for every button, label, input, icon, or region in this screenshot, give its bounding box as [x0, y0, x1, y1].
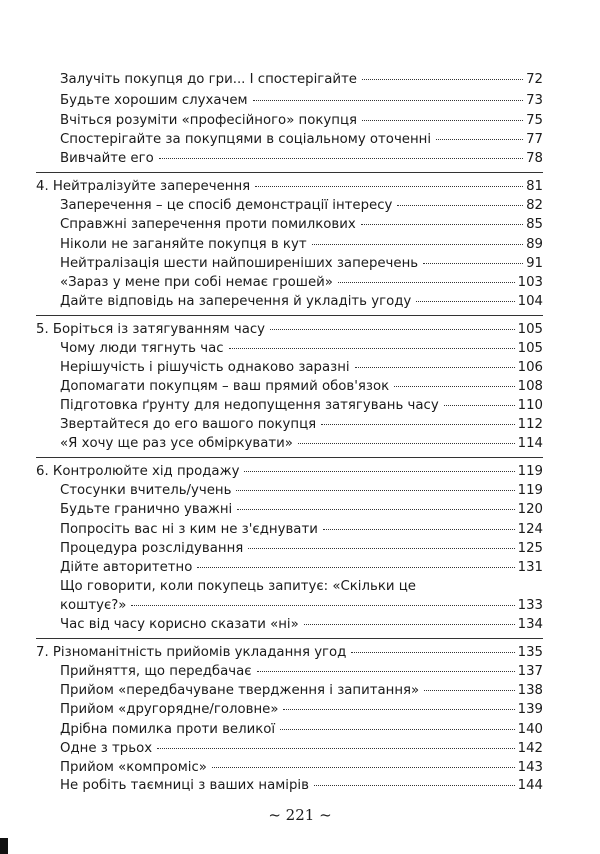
toc-entry — [0, 520, 600, 540]
dot-leader — [362, 79, 523, 80]
toc-entry-title-line1: Що говорити, коли покупець запитує: «Скільки це — [60, 579, 416, 594]
toc-entry-page: 138 — [517, 683, 543, 698]
toc-entry — [0, 558, 600, 578]
toc-entry-page: 106 — [517, 360, 543, 375]
section-divider — [36, 638, 543, 639]
toc-chapter-title: 4. Нейтралізуйте заперечення — [36, 179, 251, 194]
toc-entry-title: Прийняття, що передбачає — [60, 664, 252, 679]
dot-leader — [197, 567, 514, 568]
dot-leader — [355, 367, 515, 368]
dot-leader — [283, 709, 514, 710]
toc-entry-title: Процедура розслідування — [60, 541, 244, 556]
dot-leader — [131, 605, 514, 606]
toc-entry-page: 108 — [517, 379, 543, 394]
toc-entry-title: коштує?» — [60, 598, 127, 613]
toc-entry-title: Прийом «компроміс» — [60, 760, 207, 775]
toc-entry-page: 82 — [526, 198, 543, 213]
dot-leader — [351, 652, 514, 653]
toc-entry-page: 120 — [517, 502, 543, 517]
toc-chapter-page: 119 — [517, 464, 543, 479]
toc-entry-page: 137 — [517, 664, 543, 679]
toc-entry — [0, 396, 600, 416]
toc-entry-page: 139 — [517, 702, 543, 717]
toc-entry-page: 78 — [526, 151, 543, 166]
toc-entry-page: 89 — [526, 237, 543, 252]
section-divider — [36, 315, 543, 316]
toc-entry-title: Будьте гранично уважні — [60, 502, 233, 517]
toc-entry-title: Спостерігайте за покупцями в соціальному оточенні — [60, 132, 432, 147]
toc-entry-page: 143 — [517, 760, 543, 775]
dot-leader — [416, 301, 514, 302]
toc-entry-title: Прийом «передбачуване твердження і запитання» — [60, 683, 420, 698]
dot-leader — [257, 671, 515, 672]
dot-leader — [229, 348, 515, 349]
toc-entry — [0, 776, 600, 796]
toc-entry-page: 144 — [517, 778, 543, 793]
toc-entry-title: Справжні заперечення проти помилкових — [60, 217, 356, 232]
toc-entry — [0, 596, 600, 616]
toc-entry — [0, 339, 600, 359]
toc-entry-page: 105 — [517, 341, 543, 356]
toc-entry-title: Не робіть таємниці з ваших намірів — [60, 778, 309, 793]
toc-entry-title: Стосунки вчитель/учень — [60, 483, 232, 498]
toc-entry — [0, 111, 600, 131]
toc-chapter — [0, 462, 600, 482]
toc-entry-page: 75 — [526, 113, 543, 128]
toc-entry — [0, 739, 600, 759]
toc-entry-page: 125 — [517, 541, 543, 556]
toc-entry-title: Заперечення – це спосіб демонстрації інтересу — [60, 198, 393, 213]
toc-entry — [0, 662, 600, 682]
toc-entry — [0, 91, 600, 111]
toc-chapter-page: 135 — [517, 645, 543, 660]
toc-entry-title: Допомагати покупцям – ваш прямий обов'язок — [60, 379, 390, 394]
toc-entry-title: Нейтралізація шести найпоширеніших заперечень — [60, 256, 419, 271]
dot-leader — [298, 443, 515, 444]
toc-entry — [0, 481, 600, 501]
dot-leader — [362, 120, 523, 121]
toc-entry-page: 77 — [526, 132, 543, 147]
toc-entry — [0, 149, 600, 169]
toc-entry-title: Підготовка ґрунту для недопущення затягувань часу — [60, 398, 439, 413]
toc-entry — [0, 539, 600, 559]
dot-leader — [312, 244, 524, 245]
toc-entry-title: «Я хочу ще раз усе обміркувати» — [60, 436, 293, 451]
dot-leader — [444, 405, 515, 406]
dot-leader — [270, 329, 515, 330]
toc-entry — [0, 235, 600, 255]
toc-entry-title: Нерішучість і рішучість однаково заразні — [60, 360, 350, 375]
toc-entry — [0, 70, 600, 90]
dot-leader — [338, 282, 515, 283]
toc-entry — [0, 273, 600, 293]
toc-entry-title: Дрібна помилка проти великої — [60, 722, 276, 737]
toc-chapter-page: 105 — [517, 322, 543, 337]
toc-entry — [0, 434, 600, 454]
dot-leader — [159, 158, 523, 159]
toc-entry — [0, 415, 600, 435]
toc-entry — [0, 196, 600, 216]
toc-entry-title: Одне з трьох — [60, 741, 153, 756]
toc-entry — [0, 215, 600, 235]
dot-leader — [361, 224, 523, 225]
toc-entry-page: 104 — [517, 294, 543, 309]
dot-leader — [323, 529, 515, 530]
toc-entry — [0, 700, 600, 720]
dot-leader — [394, 386, 514, 387]
toc-entry — [0, 758, 600, 778]
dot-leader — [253, 100, 523, 101]
toc-entry — [0, 615, 600, 635]
toc-entry-title: «Зараз у мене при собі немає грошей» — [60, 275, 333, 290]
toc-entry-page: 110 — [517, 398, 543, 413]
toc-entry-title: Прийом «другорядне/головне» — [60, 702, 279, 717]
toc-entry-page: 134 — [517, 617, 543, 632]
toc-entry — [0, 377, 600, 397]
dot-leader — [236, 490, 514, 491]
toc-entry-page: 124 — [517, 522, 543, 537]
dot-leader — [237, 509, 514, 510]
toc-entry-page: 72 — [526, 72, 543, 87]
dot-leader — [423, 263, 523, 264]
toc-entry — [0, 681, 600, 701]
page-number: ~ 221 ~ — [268, 806, 332, 824]
dot-leader — [244, 471, 514, 472]
dot-leader — [248, 548, 514, 549]
toc-entry-page: 131 — [517, 560, 543, 575]
toc-entry-page: 85 — [526, 217, 543, 232]
toc-entry-page: 73 — [526, 93, 543, 108]
toc-entry-title: Ніколи не заганяйте покупця в кут — [60, 237, 307, 252]
toc-entry-title: Попросіть вас ні з ким не з'єднувати — [60, 522, 318, 537]
toc-entry-title: Вивчайте его — [60, 151, 154, 166]
toc-chapter — [0, 177, 600, 197]
toc-entry-title: Залучіть покупця до гри... І спостерігайте — [60, 72, 357, 87]
toc-chapter — [0, 643, 600, 663]
toc-entry-title: Дійте авторитетно — [60, 560, 193, 575]
dot-leader — [424, 690, 514, 691]
toc-entry-title: Звертайтеся до его вашого покупця — [60, 417, 317, 432]
toc-entry-title: Вчіться розуміти «професійного» покупця — [60, 113, 358, 128]
toc-chapter-title: 7. Різноманітність прийомів укладання угод — [36, 645, 347, 660]
toc-entry-page: 119 — [517, 483, 543, 498]
toc-entry — [0, 500, 600, 520]
section-divider — [36, 172, 543, 173]
toc-entry-page: 91 — [526, 256, 543, 271]
toc-entry-title: Дайте відповідь на заперечення й укладіть угоду — [60, 294, 412, 309]
dot-leader — [321, 424, 514, 425]
dot-leader — [255, 186, 523, 187]
dot-leader — [280, 729, 515, 730]
dot-leader — [304, 624, 515, 625]
toc-entry — [0, 254, 600, 274]
toc-entry-title: Час від часу корисно сказати «ні» — [60, 617, 299, 632]
toc-entry — [0, 720, 600, 740]
toc-entry — [0, 358, 600, 378]
section-divider — [36, 457, 543, 458]
toc-chapter — [0, 320, 600, 340]
dot-leader — [314, 785, 515, 786]
dot-leader — [436, 139, 523, 140]
dot-leader — [157, 748, 515, 749]
toc-entry-page: 103 — [517, 275, 543, 290]
dot-leader — [397, 205, 523, 206]
toc-entry-page: 112 — [517, 417, 543, 432]
toc-entry-page: 133 — [517, 598, 543, 613]
toc-chapter-title: 6. Контролюйте хід продажу — [36, 464, 240, 479]
toc-entry-page: 140 — [517, 722, 543, 737]
toc-entry-title: Чому люди тягнуть час — [60, 341, 224, 356]
toc-chapter-title: 5. Боріться із затягуванням часу — [36, 322, 266, 337]
toc-entry-page: 142 — [517, 741, 543, 756]
toc-chapter-page: 81 — [526, 179, 543, 194]
toc-entry-page: 114 — [517, 436, 543, 451]
toc-entry-title: Будьте хорошим слухачем — [60, 93, 248, 108]
toc-entry — [0, 292, 600, 312]
toc-entry — [0, 130, 600, 150]
dot-leader — [212, 767, 515, 768]
scan-edge-mark — [0, 838, 8, 854]
